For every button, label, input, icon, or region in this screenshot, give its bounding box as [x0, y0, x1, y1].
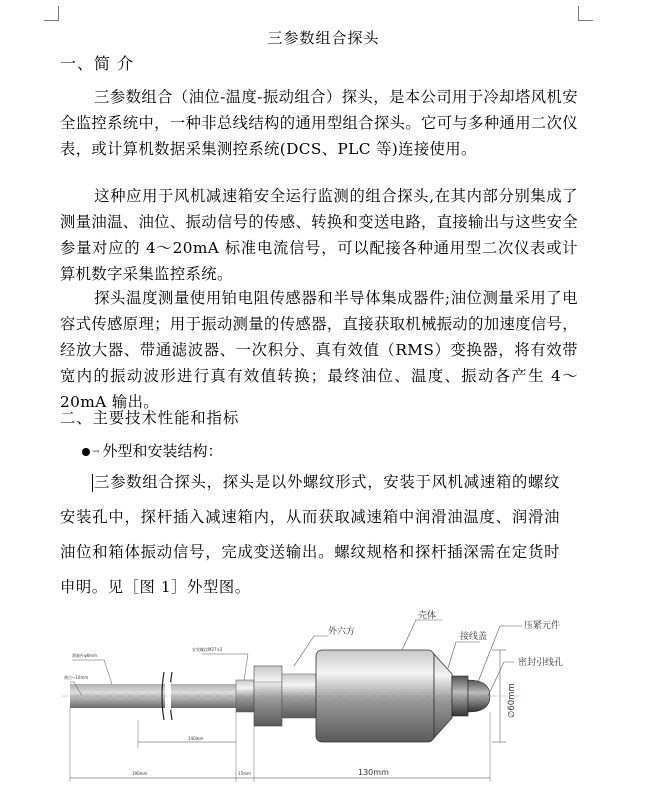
- document-title: 三参数组合探头: [267, 29, 380, 47]
- label-dim130: 130mm: [358, 768, 389, 777]
- text-cursor: [92, 474, 93, 492]
- label-dia60: ∅60mm: [507, 683, 517, 718]
- label-shell: 壳体: [418, 611, 437, 621]
- label-cable-cover: 接线盖: [460, 632, 488, 642]
- label-thread: 安装螺纹M27×2: [192, 647, 223, 652]
- leader-thread: [202, 654, 248, 680]
- label-seal-hole: 密封引线孔: [518, 658, 564, 668]
- bullet-outline-structure: → 外型和安装结构：: [82, 440, 223, 461]
- section-heading-specs: 二、主要技术性能和指标: [60, 409, 240, 427]
- bullet-dot-icon: [82, 448, 90, 456]
- leader-shell: [402, 620, 442, 650]
- crop-mark-top-left: [44, 6, 59, 21]
- section-heading-intro: 一、简 介: [60, 54, 135, 73]
- specs-paragraph: 三参数组合探头，探头是以外螺纹形式，安装于风机减速箱的螺纹安装孔中，探杆插入减速箱内，从而获取减速箱中润滑油温度、润滑油油位和箱体振动信号，完成变送输出。螺纹规格和探杆插深需在定货时申明。见［图 1］外型图。: [60, 473, 560, 596]
- label-dim190: 190mm: [132, 771, 148, 776]
- intro-paragraph-1: 三参数组合（油位-温度-振动组合）探头，是本公司用于冷却塔风机安全监控系统中，一种非总线结构的通用型组合探头。它可与多种通用二次仪表，或计算机数据采集测控系统(DCS、PLC 等)连接使用。: [60, 88, 578, 158]
- label-tip: 测点~10mm: [64, 675, 89, 680]
- leader-rod-dia: [72, 660, 112, 684]
- arrow-right-icon: →: [92, 447, 100, 457]
- leader-cable-cover: [448, 642, 480, 668]
- crop-mark-top-right: [578, 6, 593, 21]
- label-dim15: 15mm: [238, 771, 251, 776]
- label-dim140: 140mm: [188, 736, 204, 741]
- intro-paragraph-3: 探头温度测量使用铂电阻传感器和半导体集成器件;油位测量采用了电容式传感原理；用于振动测量的传感器，直接获取机械振动的加速度信号，经放大器、带通滤波器、一次积分、真有效值（RMS）变换器，将有效带宽内的振动波形进行真有效值转换；最终油位、温度、振动各产生 4～20mA 输出。: [60, 289, 578, 411]
- label-hex-nut: 外六方: [328, 627, 356, 637]
- label-rod-dia: 测量杆φ6mm: [72, 653, 97, 658]
- label-clamp: 压紧元件: [524, 621, 561, 631]
- intro-paragraph-2: 这种应用于风机减速箱安全运行监测的组合探头,在其内部分别集成了测量油温、油位、振动信号的传感、转换和变送电路，直接输出与这些安全参量对应的 4～20mA 标准电流信号，可以配接各种通用型二次仪表或计算机数字采集监控系统。: [60, 187, 578, 283]
- probe-outline-figure: [52, 608, 612, 804]
